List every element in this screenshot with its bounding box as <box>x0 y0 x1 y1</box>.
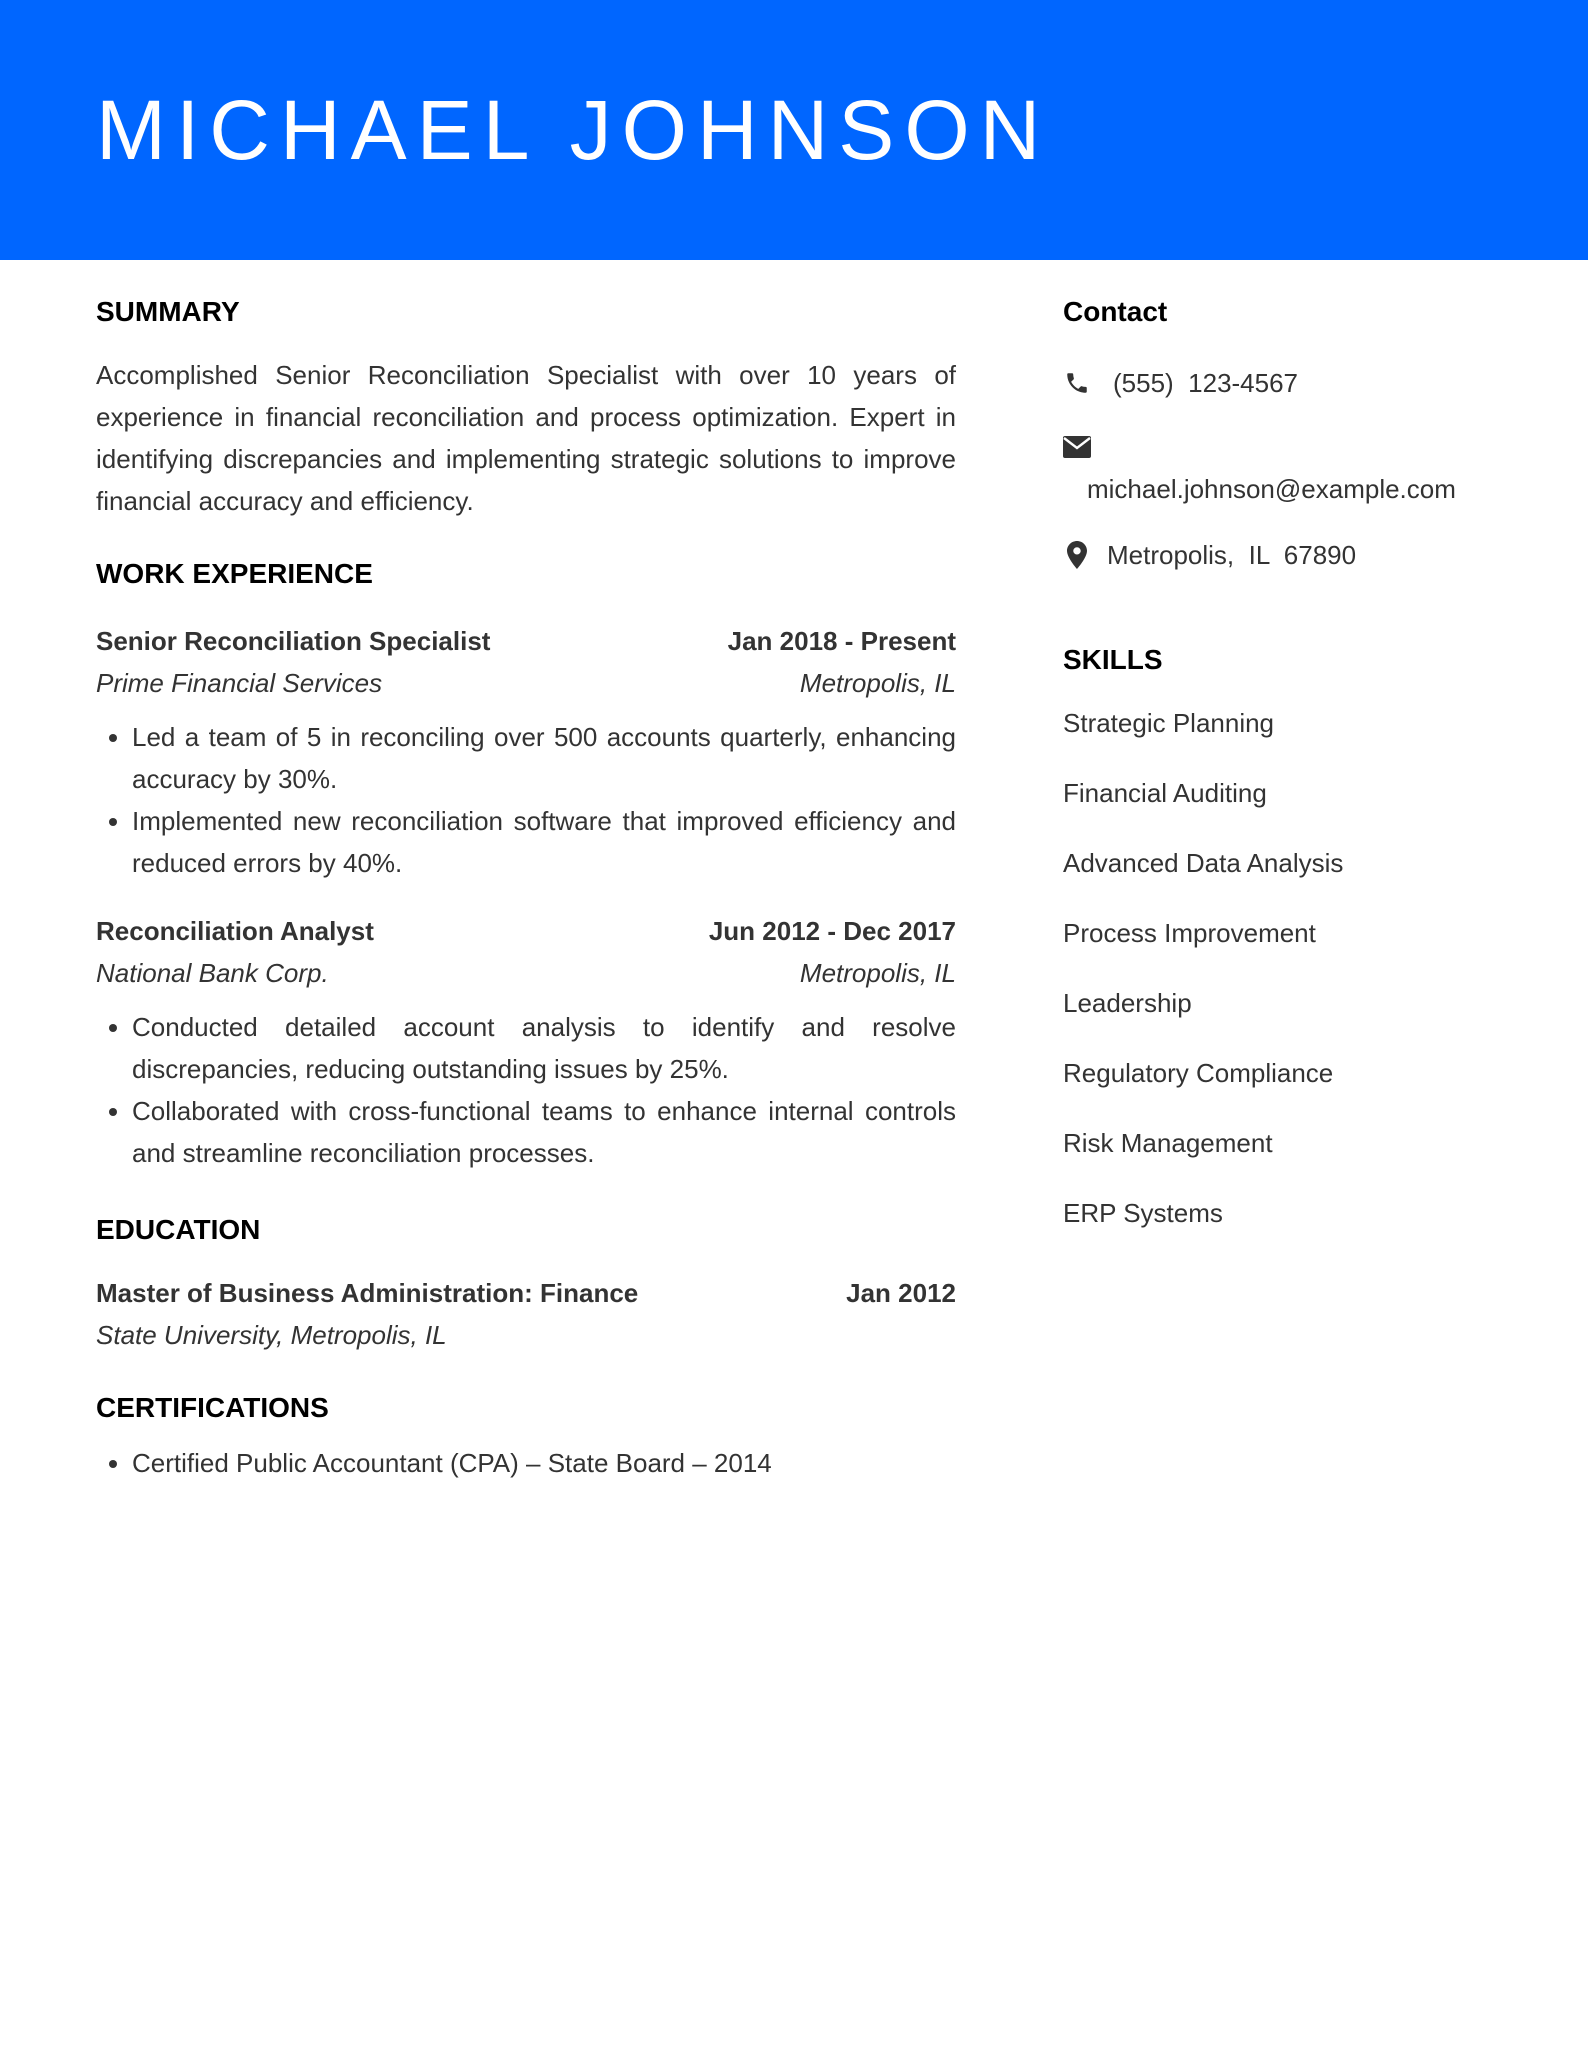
job-company: Prime Financial Services <box>96 668 383 698</box>
job-bullet: • Implemented new reconciliation software that improved efficiency and reduced errors by 40%. <box>132 800 956 884</box>
certifications-section <box>96 1386 956 1484</box>
skill-item: Regulatory Compliance <box>1063 1058 1334 1088</box>
job-subheader <box>96 662 956 704</box>
candidate-name: MICHAEL JOHNSON <box>96 83 1051 177</box>
contact-phone <box>1063 362 1523 404</box>
contact-email-text[interactable]: michael.johnson@example.com <box>1087 474 1456 504</box>
skill-item: Leadership <box>1063 988 1192 1018</box>
education-entry <box>96 1272 956 1356</box>
job-location: Metropolis, IL <box>799 958 956 988</box>
certifications-heading: CERTIFICATIONS <box>96 1392 329 1423</box>
education-section <box>96 1208 956 1356</box>
main-column <box>96 290 956 1484</box>
job-company: National Bank Corp. <box>96 958 329 988</box>
skills-heading: SKILLS <box>1063 644 1163 675</box>
job-title: Senior Reconciliation Specialist <box>96 626 491 656</box>
job-bullets <box>96 1006 956 1174</box>
job-bullet: • Led a team of 5 in reconciling over 500 accounts quarterly, enhancing accuracy by 30%. <box>132 716 956 800</box>
education-school: State University, Metropolis, IL <box>96 1320 447 1350</box>
header-banner <box>0 0 1588 260</box>
education-degree: Master of Business Administration: Finance <box>96 1278 639 1308</box>
skill-item: Process Improvement <box>1063 918 1316 948</box>
job-entry <box>96 620 956 884</box>
skills-list <box>1063 702 1523 1234</box>
phone-icon <box>1063 369 1091 397</box>
skills-section <box>1063 638 1523 1234</box>
skill-item: Advanced Data Analysis <box>1063 848 1344 878</box>
skill-item: Financial Auditing <box>1063 778 1267 808</box>
job-bullet: • Conducted detailed account analysis to identify and resolve discrepancies, reducing outstanding issues by 25%. <box>132 1006 956 1090</box>
job-dates: Jan 2018 - Present <box>727 626 956 656</box>
job-subheader <box>96 952 956 994</box>
skill-item: Risk Management <box>1063 1128 1273 1158</box>
summary-text: Accomplished Senior Reconciliation Specialist with over 10 years of experience in financial reconciliation and process optimization. Expert in identifying discrepancies and implementing strategic solutions to improve financial accuracy and efficiency. <box>96 360 956 516</box>
job-header <box>96 910 956 952</box>
contact-section <box>1063 290 1523 576</box>
job-dates: Jun 2012 - Dec 2017 <box>708 916 956 946</box>
education-subheader <box>96 1314 956 1356</box>
contact-heading: Contact <box>1063 296 1168 327</box>
job-bullets <box>96 716 956 884</box>
job-bullet: • Collaborated with cross-functional teams to enhance internal controls and streamline reconciliation processes. <box>132 1090 956 1174</box>
contact-location-text: Metropolis, IL 67890 <box>1107 540 1357 570</box>
education-date: Jan 2012 <box>846 1278 956 1308</box>
contact-phone-text: (555) 123-4567 <box>1113 368 1299 398</box>
work-experience-heading: WORK EXPERIENCE <box>96 558 373 589</box>
work-experience-section <box>96 552 956 1174</box>
map-pin-icon <box>1063 541 1091 569</box>
job-location: Metropolis, IL <box>799 668 956 698</box>
education-heading: EDUCATION <box>96 1214 261 1245</box>
certifications-list <box>96 1442 956 1484</box>
skill-item: Strategic Planning <box>1063 708 1275 738</box>
envelope-icon <box>1063 433 1091 461</box>
contact-location <box>1063 534 1523 576</box>
job-header <box>96 620 956 662</box>
job-entry <box>96 910 956 1174</box>
summary-section <box>96 290 956 522</box>
summary-heading: SUMMARY <box>96 296 240 327</box>
certification-item: • Certified Public Accountant (CPA) – State Board – 2014 <box>132 1442 956 1484</box>
contact-email-icon-row <box>1063 426 1523 468</box>
sidebar-column <box>1063 290 1523 1262</box>
education-header <box>96 1272 956 1314</box>
skill-item: ERP Systems <box>1063 1198 1223 1228</box>
job-title: Reconciliation Analyst <box>96 916 374 946</box>
